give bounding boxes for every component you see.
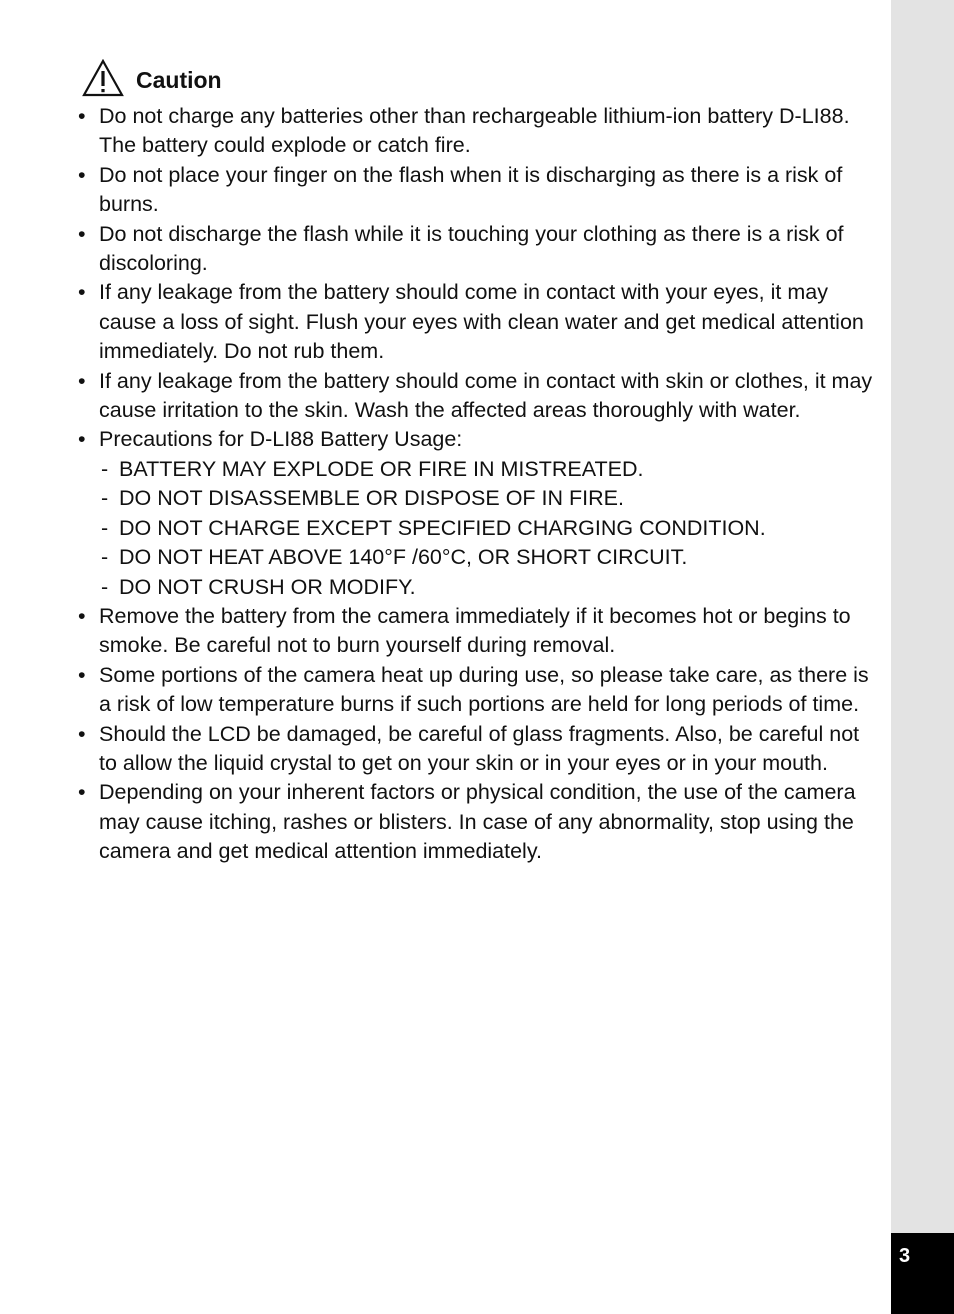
- caution-list: [74, 102, 874, 867]
- list-item: • Remove the battery from the camera immediately if it becomes hot or begins to smoke. Be careful not to burn yourself during removal.: [74, 602, 874, 661]
- sub-item: - BATTERY MAY EXPLODE OR FIRE IN MISTREATED.: [99, 455, 874, 484]
- sub-item: - DO NOT DISASSEMBLE OR DISPOSE OF IN FIRE.: [99, 484, 874, 513]
- side-strip: [891, 0, 954, 1314]
- list-item: • Do not place your finger on the flash when it is discharging as there is a risk of burns.: [74, 161, 874, 220]
- list-item: • Should the LCD be damaged, be careful of glass fragments. Also, be careful not to allow the liquid crystal to get on your skin or in your eyes or in your mouth.: [74, 720, 874, 779]
- list-item: • Do not charge any batteries other than rechargeable lithium-ion battery D-LI88. The battery could explode or catch fire.: [74, 102, 874, 161]
- list-item: • Some portions of the camera heat up during use, so please take care, as there is a risk of low temperature burns if such portions are held for long periods of time.: [74, 661, 874, 720]
- list-item: • If any leakage from the battery should come in contact with your eyes, it may cause a loss of sight. Flush your eyes with clean water and get medical attention immediately. Do not rub them.: [74, 278, 874, 366]
- warning-triangle-icon: [82, 59, 124, 97]
- sub-item: - DO NOT CHARGE EXCEPT SPECIFIED CHARGING CONDITION.: [99, 514, 874, 543]
- list-item: • Depending on your inherent factors or physical condition, the use of the camera may cause itching, rashes or blisters. In case of any abnormality, stop using the camera and get medical attention immediately.: [74, 778, 874, 866]
- battery-precautions-list: [99, 455, 874, 602]
- page-number: 3: [899, 1245, 911, 1267]
- sub-item: - DO NOT HEAT ABOVE 140°F /60°C, OR SHORT CIRCUIT.: [99, 543, 874, 572]
- page-number-tab: [891, 1233, 954, 1314]
- list-item: • Do not discharge the flash while it is touching your clothing as there is a risk of discoloring.: [74, 220, 874, 279]
- list-item: • If any leakage from the battery should come in contact with skin or clothes, it may cause irritation to the skin. Wash the affected areas thoroughly with water.: [74, 367, 874, 426]
- caution-title: Caution: [136, 66, 222, 93]
- caution-heading: [82, 58, 222, 98]
- sub-item: - DO NOT CRUSH OR MODIFY.: [99, 573, 874, 602]
- list-item: • Precautions for D-LI88 Battery Usage: - BATTERY MAY EXPLODE OR FIRE IN MISTREATED. - DO NOT DISASSEMBLE OR DISPOSE OF IN FIRE. - DO NOT CHARGE EXCEPT SPECIFIED CHARGING CONDITION. - DO NOT HEAT ABOVE 140°F /60°C, OR SHORT CIRCUIT. - DO NOT CRUSH OR MODIFY.: [74, 425, 874, 601]
